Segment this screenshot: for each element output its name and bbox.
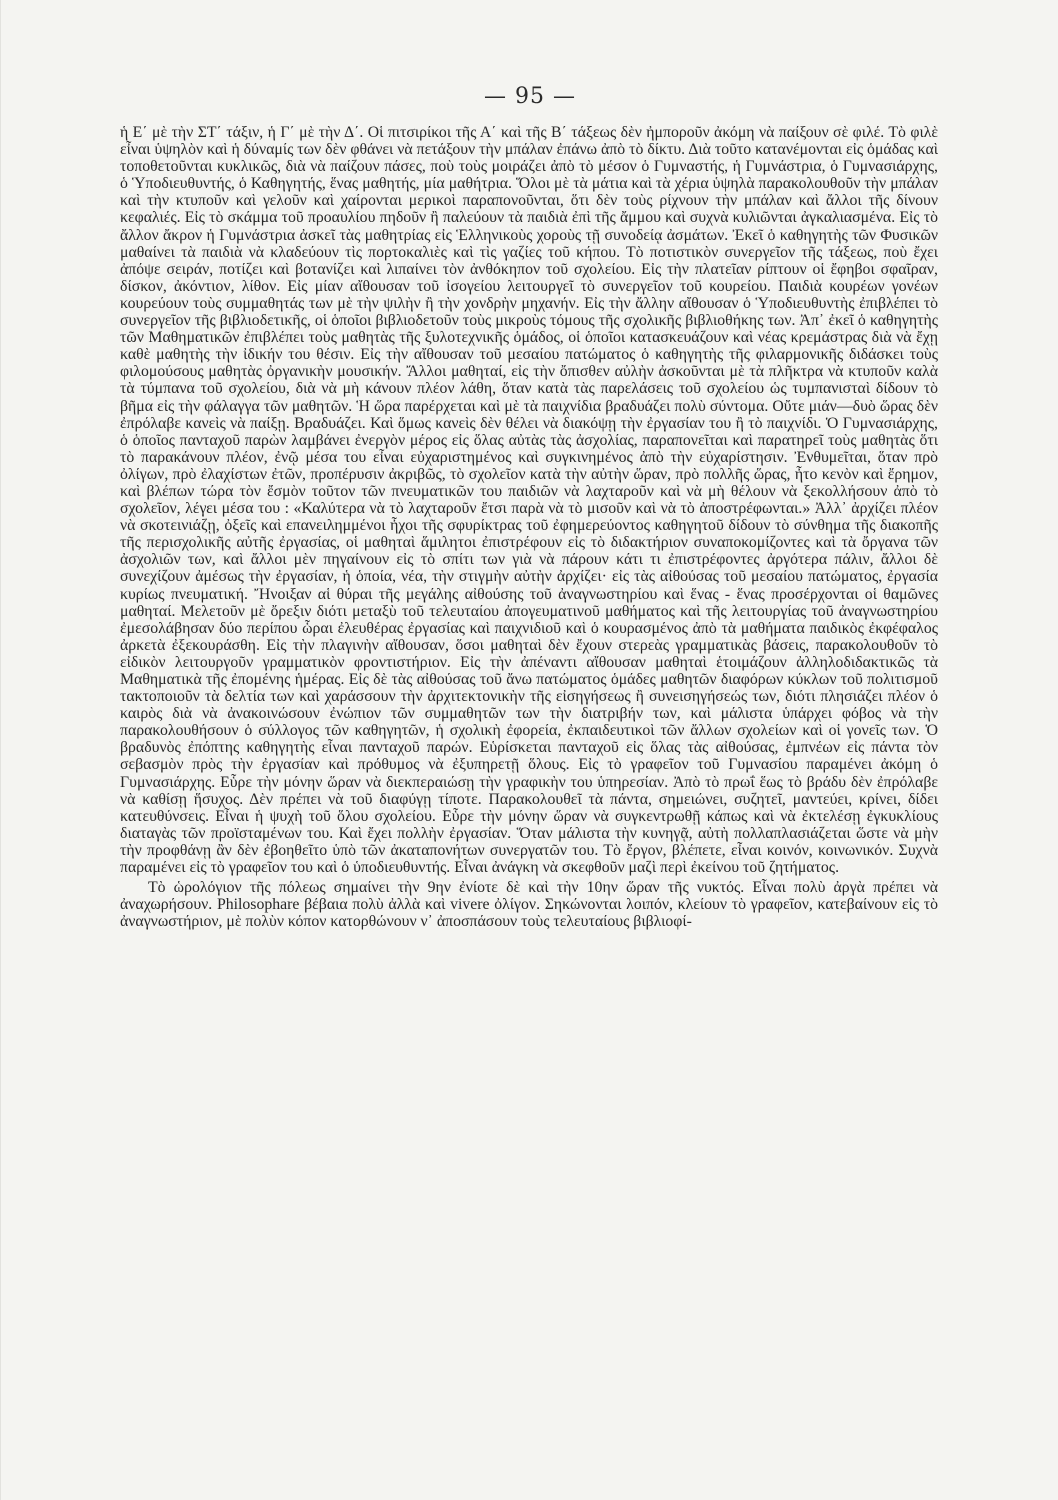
paragraph: ἡ Ε΄ μὲ τὴν ΣΤ΄ τάξιν, ἡ Γ΄ μὲ τὴν Δ΄. Οἱ πιτσιρίκοι τῆς Α΄ καὶ τῆς Β΄ τάξεως δὲν ἠμποροῦν ἀκόμη νὰ παίξουν σὲ φιλέ. Τὸ φιλὲ εἶναι ὑψηλὸν καὶ ἡ δύναμίς των δὲν φθάνει νὰ πετάξουν τὴν μπάλαν ἐπάνω ἀπὸ τὸ δίκτυ. Διὰ τοῦτο κατανέμονται εἰς ὁμάδας καὶ τοποθετοῦνται κυκλικῶς, διὰ νὰ παίζουν πάσες, ποὺ τοὺς μοιράζει ἀπὸ τὸ μέσον ὁ Γυμναστής, ἡ Γυμνάστρια, ὁ Γυμνασιάρχης, ὁ Ὑποδιευθυντής, ὁ Καθηγητής, ἕνας μαθητής, μία μαθήτρια. Ὅλοι μὲ τὰ μάτια καὶ τὰ χέρια ὑψηλὰ παρακολουθοῦν τὴν μπάλαν καὶ τὴν κτυποῦν καὶ γελοῦν καὶ χαίρονται μερικοὶ παραπονοῦνται, ὅτι δὲν τοὺς ρίχνουν τὴν μπάλαν καὶ ἄλλοι τῆς δίνουν κεφαλιές. Εἰς τὸ σκάμμα τοῦ προαυλίου πηδοῦν ἢ παλεύουν τὰ παιδιὰ ἐπὶ τῆς ἄμμου καὶ συχνὰ κυλιῶνται ἀγκαλιασμένα. Εἰς τὸ ἄλλον ἄκρον ἡ Γυμνάστρια ἀσκεῖ τὰς μαθητρίας εἰς Ἑλληνικοὺς χοροὺς τῇ συνοδείᾳ ἀσμάτων. Ἐκεῖ ὁ καθηγητὴς τῶν Φυσικῶν μαθαίνει τὰ παιδιὰ νὰ κλαδεύουν τὶς πορτοκαλιὲς καὶ τὶς γαζίες τοῦ κήπου. Τὸ ποτιστικὸν συνεργεῖον τῆς τάξεως, ποὺ ἔχει ἀπόψε σειράν, ποτίζει καὶ βοτανίζει καὶ λιπαίνει τὸν ἀνθόκηπον τοῦ σχολείου. Εἰς τὴν πλατεῖαν ρίπτουν οἱ ἔφηβοι σφαῖραν, δίσκον, ἀκόντιον, λίθον. Εἰς μίαν αἴθουσαν τοῦ ἰσογείου λειτουργεῖ τὸ συνεργεῖον τοῦ κουρείου. Παιδιὰ κουρέων γονέων κουρεύουν τοὺς συμμαθητάς των μὲ τὴν ψιλὴν ἢ τὴν χονδρὴν μηχανήν. Εἰς τὴν ἄλλην αἴθουσαν ὁ Ὑποδιευθυντὴς ἐπιβλέπει τὸ συνεργεῖον τῆς βιβλιοδετικῆς, οἱ ὁποῖοι βιβλιοδετοῦν τοὺς μικροὺς τόμους τῆς σχολικῆς βιβλιοθήκης των. Ἀπ᾽ ἐκεῖ ὁ καθηγητὴς τῶν Μαθηματικῶν ἐπιβλέπει τοὺς μαθητὰς τῆς ξυλοτεχνικῆς ὁμάδος, οἱ ὁποῖοι κατασκευάζουν καὶ νέας κρεμάστρας διὰ νὰ ἔχῃ καθὲ μαθητὴς τὴν ἰδικήν του θέσιν. Εἰς τὴν αἴθουσαν τοῦ μεσαίου πατώματος ὁ καθηγητὴς τῆς φιλαρμονικῆς διδάσκει τοὺς φιλομούσους μαθητὰς ὀργανικὴν μουσικήν. Ἄλλοι μαθηταί, εἰς τὴν ὄπισθεν αὐλὴν ἀσκοῦνται μὲ τὰ πλῆκτρα νὰ κτυποῦν καλὰ τὰ τύμπανα τοῦ σχολείου, διὰ νὰ μὴ κάνουν πλέον λάθη, ὅταν κατὰ τὰς παρελάσεις τοῦ σχολείου ὡς τυμπανισταὶ δίδουν τὸ βῆμα εἰς τὴν φάλαγγα τῶν μαθητῶν. Ἡ ὥρα παρέρχεται καὶ μὲ τὰ παιχνίδια βραδυάζει πολὺ σύντομα. Οὔτε μιάν—δυὸ ὥρας δὲν ἐπρόλαβε κανεὶς νὰ παίξῃ. Βραδυάζει. Καὶ ὅμως κανεὶς δὲν θέλει νὰ διακόψῃ τὴν ἐργασίαν του ἢ τὸ παιχνίδι. Ὁ Γυμνασιάρχης, ὁ ὁποῖος πανταχοῦ παρὼν λαμβάνει ἐνεργὸν μέρος εἰς ὅλας αὐτὰς τὰς ἀσχολίας, παραπονεῖται καὶ παρατηρεῖ τοὺς μαθητὰς ὅτι τὸ παρακάνουν πλέον, ἐνῷ μέσα του εἶναι εὐχαριστημένος καὶ συγκινημένος ἀπὸ τὴν εὐχαρίστησιν. Ἐνθυμεῖται, ὅταν πρὸ ὀλίγων, πρὸ ἐλαχίστων ἐτῶν, προπέρυσιν ἀκριβῶς, τὸ σχολεῖον κατὰ τὴν αὐτὴν ὥραν, πρὸ πολλῆς ὥρας, ἦτο κενὸν καὶ ἔρημον, καὶ βλέπων τώρα τὸν ἔσμὸν τοῦτον τῶν πνευματικῶν του παιδιῶν νὰ λαχταροῦν καὶ νὰ μὴ θέλουν νὰ ξεκολλήσουν ἀπὸ τὸ σχολεῖον, λέγει μέσα του : «Καλύτερα νὰ τὸ λαχταροῦν ἔτσι παρὰ νὰ τὸ μισοῦν καὶ νὰ τὸ ἀποστρέφωνται.» Ἀλλ᾽ ἀρχίζει πλέον νὰ σκοτεινιάζῃ, ὀξεῖς καὶ επανειλημμένοι ἦχοι τῆς σφυρίκτρας τοῦ ἐφημερεύοντος καθηγητοῦ δίδουν τὸ σύνθημα τῆς διακοπῆς τῆς περισχολικῆς αὐτῆς ἐργασίας, οἱ μαθηταὶ ἅμιλητοι ἐπιστρέφουν εἰς τὸ διδακτήριον συναποκομίζοντες καὶ τὰ ὄργανα τῶν ἀσχολιῶν των, καὶ ἄλλοι μὲν πηγαίνουν εἰς τὸ σπίτι των γιὰ νὰ πάρουν κάτι τι ἐπιστρέφοντες ἀργότερα πάλιν, ἄλλοι δὲ συνεχίζουν ἀμέσως τὴν ἐργασίαν, ἡ ὁποία, νέα, τὴν στιγμὴν αὐτὴν ἀρχίζει· εἰς τὰς αἰθούσας τοῦ μεσαίου πατώματος, ἐργασία κυρίως πνευματική. Ἤνοιξαν αἱ θύραι τῆς μεγάλης αἰθούσης τοῦ ἀναγνωστηρίου καὶ ἕνας - ἕνας προσέρχονται οἱ θαμῶνες μαθηταί. Μελετοῦν μὲ ὄρεξιν διότι μεταξὺ τοῦ τελευταίου ἀπογευματινοῦ μαθήματος καὶ τῆς λειτουργίας τοῦ ἀναγνωστηρίου ἐμεσολάβησαν δύο περίπου ὧραι ἐλευθέρας ἐργασίας καὶ παιχνιδιοῦ καὶ ὁ κουρασμένος ἀπὸ τὰ μαθήματα παιδικὸς ἐκφέφαλος ἀρκετὰ ἐξεκουράσθη. Εἰς τὴν πλαγινὴν αἴθουσαν, ὅσοι μαθηταὶ δὲν ἔχουν στερεὰς γραμματικὰς βάσεις, παρακολουθοῦν τὸ εἰδικὸν λειτουργοῦν γραμματικὸν φροντιστήριον. Εἰς τὴν ἀπέναντι αἴθουσαν μαθηταὶ ἑτοιμάζουν ἀλληλοδιδακτικῶς τὰ Μαθηματικὰ τῆς ἐπομένης ἡμέρας. Εἰς δὲ τὰς αἰθούσας τοῦ ἄνω πατώματος ὁμάδες μαθητῶν διαφόρων κύκλων τοῦ πολιτισμοῦ τακτοποιοῦν τὰ δελτία των καὶ χαράσσουν τὴν ἀρχιτεκτονικὴν τῆς εἰσηγήσεως ἢ συνεισηγήσεώς των, διότι πλησιάζει πλέον ὁ καιρὸς διὰ νὰ ἀνακοινώσουν ἐνώπιον τῶν συμμαθητῶν των τὴν διατριβήν των, καὶ μάλιστα ὑπάρχει φόβος νὰ τὴν παρακολουθήσουν ὁ σύλλογος τῶν καθηγητῶν, ἡ σχολικὴ ἐφορεία, ἐκπαιδευτικοὶ τῶν ἄλλων σχολείων καὶ οἱ γονεῖς των. Ὁ βραδυνὸς ἐπόπτης καθηγητὴς εἶναι πανταχοῦ παρών. Εὑρίσκεται πανταχοῦ εἰς ὅλας τὰς αἰθούσας, ἐμπνέων εἰς πάντα τὸν σεβασμὸν πρὸς τὴν ἐργασίαν καὶ πρόθυμος νὰ ἐξυπηρετῇ ὅλους. Εἰς τὸ γραφεῖον τοῦ Γυμνασίου παραμένει ἀκόμη ὁ Γυμνασιάρχης. Εὗρε τὴν μόνην ὥραν νὰ διεκπεραιώσῃ τὴν γραφικὴν του ὑπηρεσίαν. Ἀπὸ τὸ πρωΐ ἕως τὸ βράδυ δὲν ἐπρόλαβε νὰ καθίσῃ ἥσυχος. Δὲν πρέπει νὰ τοῦ διαφύγῃ τίποτε. Παρακολουθεῖ τὰ πάντα, σημειώνει, συζητεῖ, μαντεύει, κρίνει, δίδει κατευθύνσεις. Εἶναι ἡ ψυχὴ τοῦ ὅλου σχολείου. Εὗρε τὴν μόνην ὥραν νὰ συγκεντρωθῇ κάπως καὶ νὰ ἐκτελέσῃ ἐγκυκλίους διαταγὰς τῶν προϊσταμένων του. Καὶ ἔχει πολλὴν ἐργασίαν. Ὅταν μάλιστα τὴν κυνηγᾷ, αὐτὴ πολλαπλασιάζεται ὥστε νὰ μὴν τὴν προφθάνῃ ἂν δὲν ἐβοηθεῖτο ὑπὸ τῶν ἀκαταπονήτων συνεργατῶν του. Τὸ ἔργον, βλέπετε, εἶναι κοινόν, κοινωνικόν. Συχνὰ παραμένει εἰς τὸ γραφεῖον του καὶ ὁ ὑποδιευθυντής. Εἶναι ἀνάγκη νὰ σκεφθοῦν μαζὶ περὶ ἐκείνου τοῦ ζητήματος. (120, 124, 938, 877)
body-text (120, 124, 938, 930)
paragraph: Τὸ ὡρολόγιον τῆς πόλεως σημαίνει τὴν 9ην ἐνίοτε δὲ καὶ τὴν 10ην ὥραν τῆς νυκτός. Εἶναι πολὺ ἀργὰ πρέπει νὰ ἀναχωρήσουν. Philosophare βέβαια πολὺ ἀλλὰ καὶ vivere ὀλίγον. Σηκώνονται λοιπόν, κλείουν τὸ γραφεῖον, κατεβαίνουν εἰς τὸ ἀναγνωστήριον, μὲ πολὺν κόπον κατορθώνουν ν᾽ ἀποσπάσουν τοὺς τελευταίους βιβλιοφί- (120, 879, 938, 931)
page-number: — 95 — (484, 84, 576, 109)
